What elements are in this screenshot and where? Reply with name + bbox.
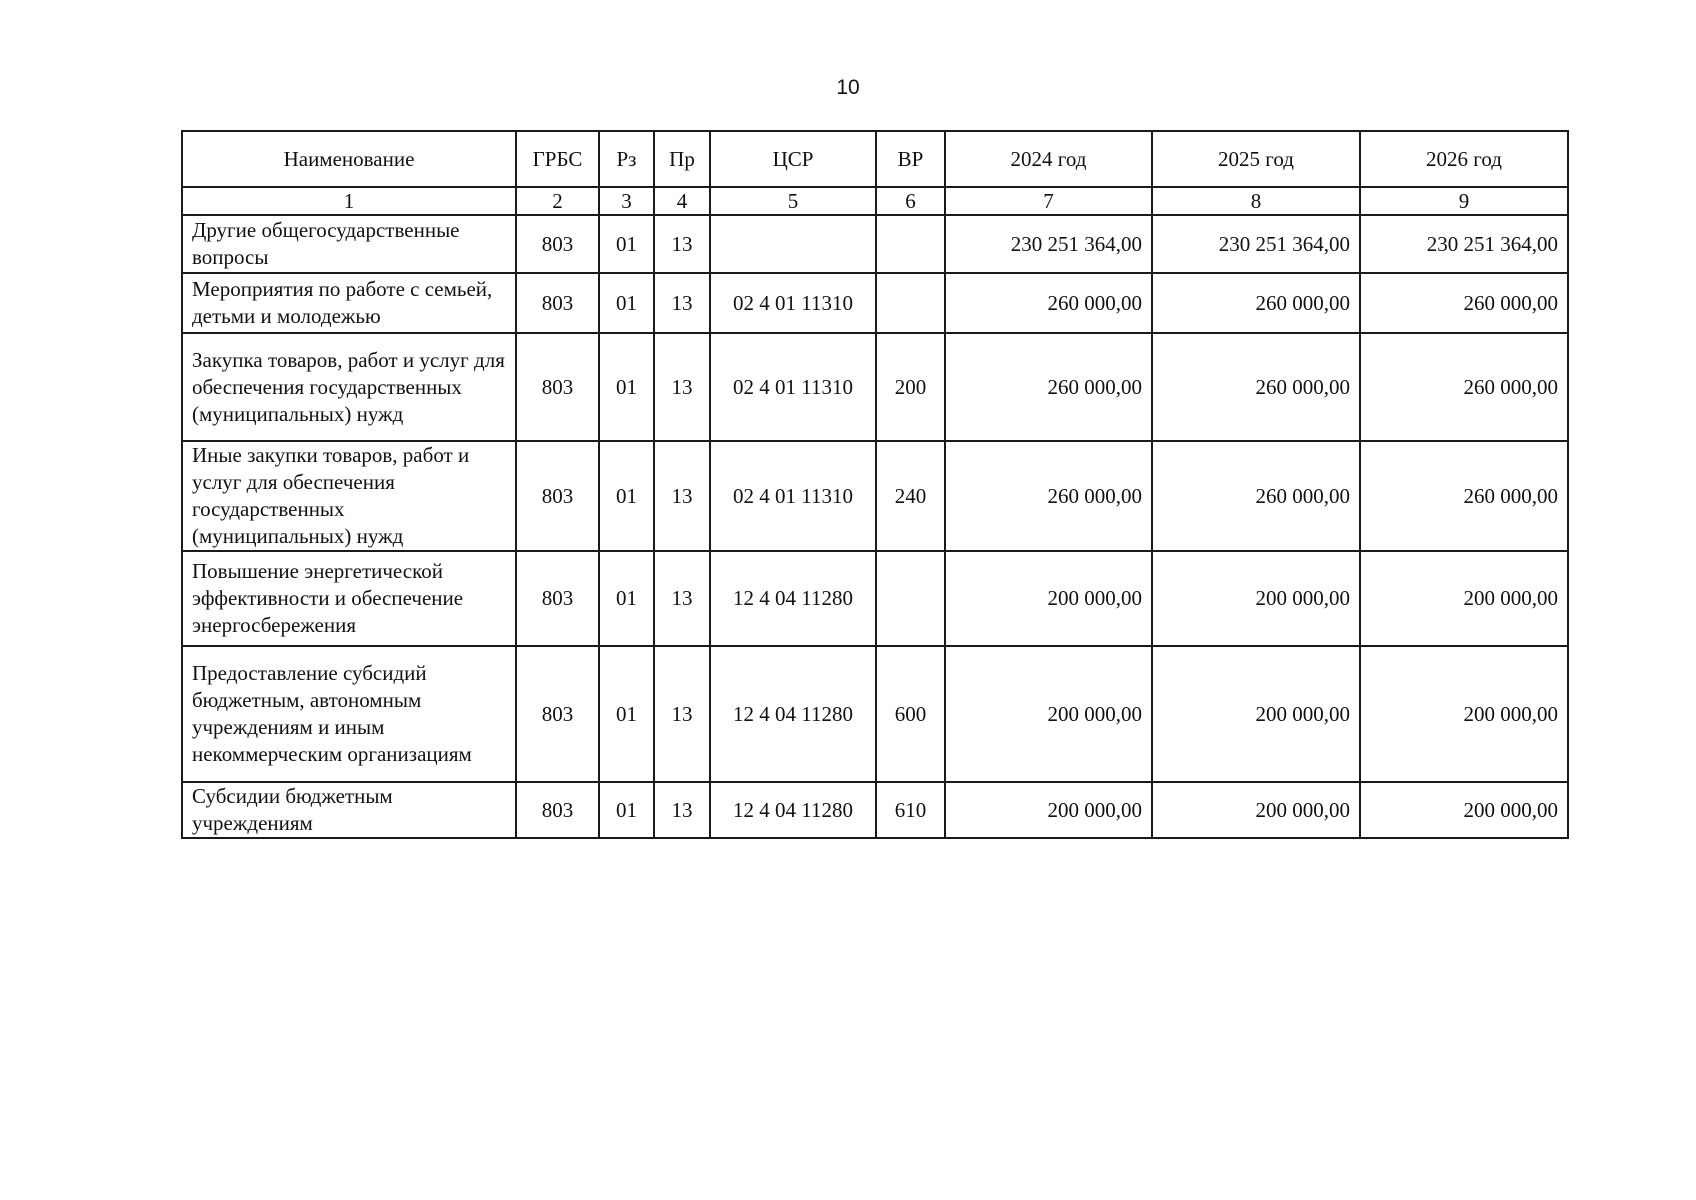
row-pr: 13 (654, 333, 710, 441)
table-row (182, 551, 1568, 646)
row-csr: 12 4 04 11280 (710, 782, 876, 838)
column-number: 7 (945, 187, 1152, 215)
row-grbs: 803 (516, 551, 599, 646)
row-pr: 13 (654, 441, 710, 551)
row-2026: 200 000,00 (1360, 782, 1568, 838)
row-vr (876, 551, 945, 646)
row-2026: 200 000,00 (1360, 551, 1568, 646)
row-csr: 02 4 01 11310 (710, 333, 876, 441)
row-2025: 260 000,00 (1152, 333, 1360, 441)
row-rz: 01 (599, 273, 654, 333)
row-2024: 260 000,00 (945, 273, 1152, 333)
table-row (182, 782, 1568, 838)
column-number: 1 (182, 187, 516, 215)
column-number: 5 (710, 187, 876, 215)
budget-table (181, 130, 1569, 839)
header-row (182, 131, 1568, 187)
row-rz: 01 (599, 551, 654, 646)
column-number: 4 (654, 187, 710, 215)
column-number: 6 (876, 187, 945, 215)
header-2026: 2026 год (1360, 131, 1568, 187)
row-2024: 230 251 364,00 (945, 215, 1152, 273)
table-row (182, 441, 1568, 551)
header-2024: 2024 год (945, 131, 1152, 187)
row-vr: 240 (876, 441, 945, 551)
row-grbs: 803 (516, 333, 599, 441)
row-name: Другие общегосударственные вопросы (182, 215, 516, 273)
row-csr (710, 215, 876, 273)
row-name: Мероприятия по работе с семьей, детьми и молодежью (182, 273, 516, 333)
row-2024: 200 000,00 (945, 551, 1152, 646)
row-grbs: 803 (516, 646, 599, 782)
header-2025: 2025 год (1152, 131, 1360, 187)
row-vr: 600 (876, 646, 945, 782)
row-name: Субсидии бюджетным учреждениям (182, 782, 516, 838)
row-pr: 13 (654, 273, 710, 333)
header-csr: ЦСР (710, 131, 876, 187)
row-grbs: 803 (516, 215, 599, 273)
row-rz: 01 (599, 782, 654, 838)
header-name: Наименование (182, 131, 516, 187)
row-grbs: 803 (516, 441, 599, 551)
row-vr: 200 (876, 333, 945, 441)
row-grbs: 803 (516, 273, 599, 333)
row-2026: 260 000,00 (1360, 273, 1568, 333)
page-number: 10 (836, 76, 860, 99)
row-2026: 230 251 364,00 (1360, 215, 1568, 273)
row-2026: 200 000,00 (1360, 646, 1568, 782)
row-2024: 200 000,00 (945, 782, 1152, 838)
row-name: Иные закупки товаров, работ и услуг для обеспечения государственных (муниципальных) нужд (182, 441, 516, 551)
row-csr: 12 4 04 11280 (710, 646, 876, 782)
row-2025: 200 000,00 (1152, 782, 1360, 838)
row-2024: 260 000,00 (945, 441, 1152, 551)
row-name: Предоставление субсидий бюджетным, автономным учреждениям и иным некоммерческим организациям (182, 646, 516, 782)
row-2026: 260 000,00 (1360, 333, 1568, 441)
column-number: 8 (1152, 187, 1360, 215)
table-body (182, 215, 1568, 838)
column-number: 2 (516, 187, 599, 215)
row-csr: 02 4 01 11310 (710, 273, 876, 333)
row-name: Закупка товаров, работ и услуг для обеспечения государственных (муниципальных) нужд (182, 333, 516, 441)
header-vr: ВР (876, 131, 945, 187)
row-grbs: 803 (516, 782, 599, 838)
table-row (182, 646, 1568, 782)
column-number: 3 (599, 187, 654, 215)
row-2025: 200 000,00 (1152, 551, 1360, 646)
table-row (182, 273, 1568, 333)
row-csr: 12 4 04 11280 (710, 551, 876, 646)
column-number: 9 (1360, 187, 1568, 215)
row-rz: 01 (599, 441, 654, 551)
table-row (182, 215, 1568, 273)
row-2024: 260 000,00 (945, 333, 1152, 441)
row-pr: 13 (654, 551, 710, 646)
row-rz: 01 (599, 215, 654, 273)
table-row (182, 333, 1568, 441)
row-2025: 200 000,00 (1152, 646, 1360, 782)
row-vr: 610 (876, 782, 945, 838)
row-2025: 260 000,00 (1152, 273, 1360, 333)
row-2026: 260 000,00 (1360, 441, 1568, 551)
row-2025: 260 000,00 (1152, 441, 1360, 551)
row-pr: 13 (654, 782, 710, 838)
header-pr: Пр (654, 131, 710, 187)
row-2024: 200 000,00 (945, 646, 1152, 782)
row-name: Повышение энергетической эффективности и обеспечение энергосбережения (182, 551, 516, 646)
header-rz: Рз (599, 131, 654, 187)
row-pr: 13 (654, 215, 710, 273)
table-header (182, 131, 1568, 215)
row-vr (876, 215, 945, 273)
header-grbs: ГРБС (516, 131, 599, 187)
column-number-row (182, 187, 1568, 215)
row-rz: 01 (599, 646, 654, 782)
row-2025: 230 251 364,00 (1152, 215, 1360, 273)
row-rz: 01 (599, 333, 654, 441)
row-pr: 13 (654, 646, 710, 782)
row-vr (876, 273, 945, 333)
row-csr: 02 4 01 11310 (710, 441, 876, 551)
